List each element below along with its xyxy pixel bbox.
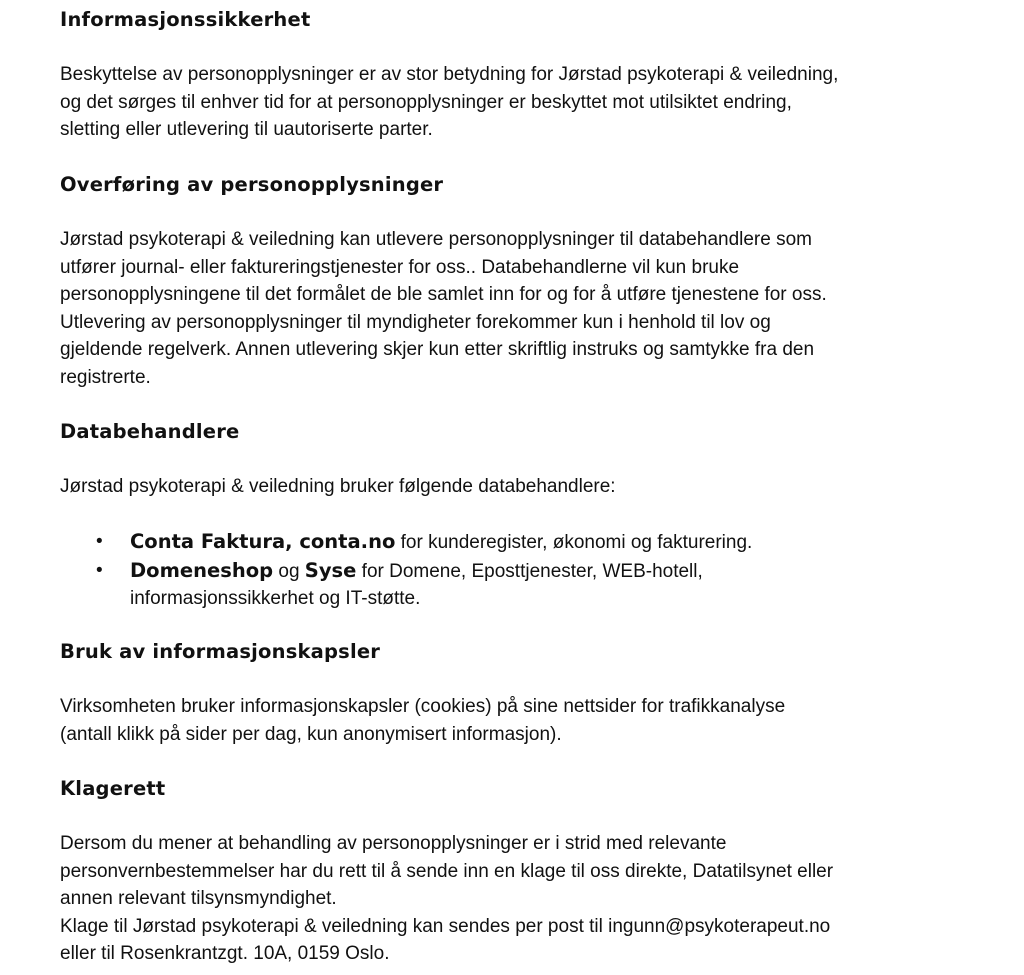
processor-description: for kunderegister, økonomi og fakturering. — [395, 532, 753, 553]
heading-informasjonssikkerhet: Informasjonssikkerhet — [60, 8, 311, 31]
text-line: registrerte. — [60, 366, 151, 388]
heading-klagerett: Klagerett — [60, 777, 166, 800]
paragraph-klagerett — [60, 830, 1000, 968]
paragraph-informasjonssikkerhet — [60, 61, 1000, 144]
text-line: sletting eller utlevering til uautoriserte parter. — [60, 119, 433, 140]
text-line: utfører journal- eller faktureringstjenester for oss.. Databehandlerne vil kun bruke — [60, 256, 740, 278]
text-line: Jørstad psykoterapi & veiledning kan utlevere personopplysninger til databehandlere som — [60, 229, 812, 250]
text-line: personopplysningene til det formålet de ble samlet inn for og for å utføre tjenestene for oss. — [60, 284, 827, 305]
text-line: Beskyttelse av personopplysninger er av stor betydning for Jørstad psykoterapi & veiledning, — [60, 64, 839, 85]
processor-name: Conta Faktura, conta.no — [130, 530, 396, 553]
paragraph-overforing — [60, 226, 1000, 391]
processor-description: for Domene, Eposttjenester, WEB-hotell, — [356, 560, 703, 582]
paragraph-databehandlere-intro — [60, 473, 1000, 501]
heading-informasjonskapsler: Bruk av informasjonskapsler — [60, 640, 381, 663]
paragraph-informasjonskapsler — [60, 693, 1000, 748]
text-line: annen relevant tilsynsmyndighet. — [60, 888, 337, 909]
processor-name: Domeneshop — [130, 558, 274, 582]
text-line: Dersom du mener at behandling av personopplysninger er i strid med relevante — [60, 833, 727, 854]
heading-databehandlere: Databehandlere — [60, 420, 240, 443]
processor-name-2: Syse — [304, 558, 357, 582]
text-line: gjeldende regelverk. Annen utlevering skjer kun etter skriftlig instruks og samtykke fra den — [60, 339, 815, 360]
conjunction-text: og — [273, 560, 305, 582]
processor-description-cont: informasjonssikkerhet og IT-støtte. — [130, 588, 421, 609]
text-line: eller til Rosenkrantzgt. 10A, 0159 Oslo. — [60, 943, 390, 964]
text-line: Utlevering av personopplysninger til myndigheter forekommer kun i henhold til lov og — [60, 311, 771, 333]
bullet-icon: • — [96, 559, 103, 581]
list-item — [96, 557, 1024, 613]
processor-list — [60, 528, 1024, 613]
text-line: Virksomheten bruker informasjonskapsler (cookies) på sine nettsider for trafikkanalyse — [60, 696, 786, 717]
text-line: Jørstad psykoterapi & veiledning bruker følgende databehandlere: — [60, 476, 616, 497]
heading-overforing: Overføring av personopplysninger — [60, 173, 444, 196]
text-line: (antall klikk på sider per dag, kun anonymisert informasjon). — [60, 723, 562, 745]
text-line: personvernbestemmelser har du rett til å sende inn en klage til oss direkte, Datatilsynet eller — [60, 860, 834, 882]
text-line: og det sørges til enhver tid for at personopplysninger er beskyttet mot utilsiktet endring, — [60, 91, 792, 113]
bullet-icon: • — [96, 531, 103, 552]
text-line: Klage til Jørstad psykoterapi & veiledning kan sendes per post til ingunn@psykoterapeut.no — [60, 915, 831, 937]
list-item — [96, 528, 1024, 557]
